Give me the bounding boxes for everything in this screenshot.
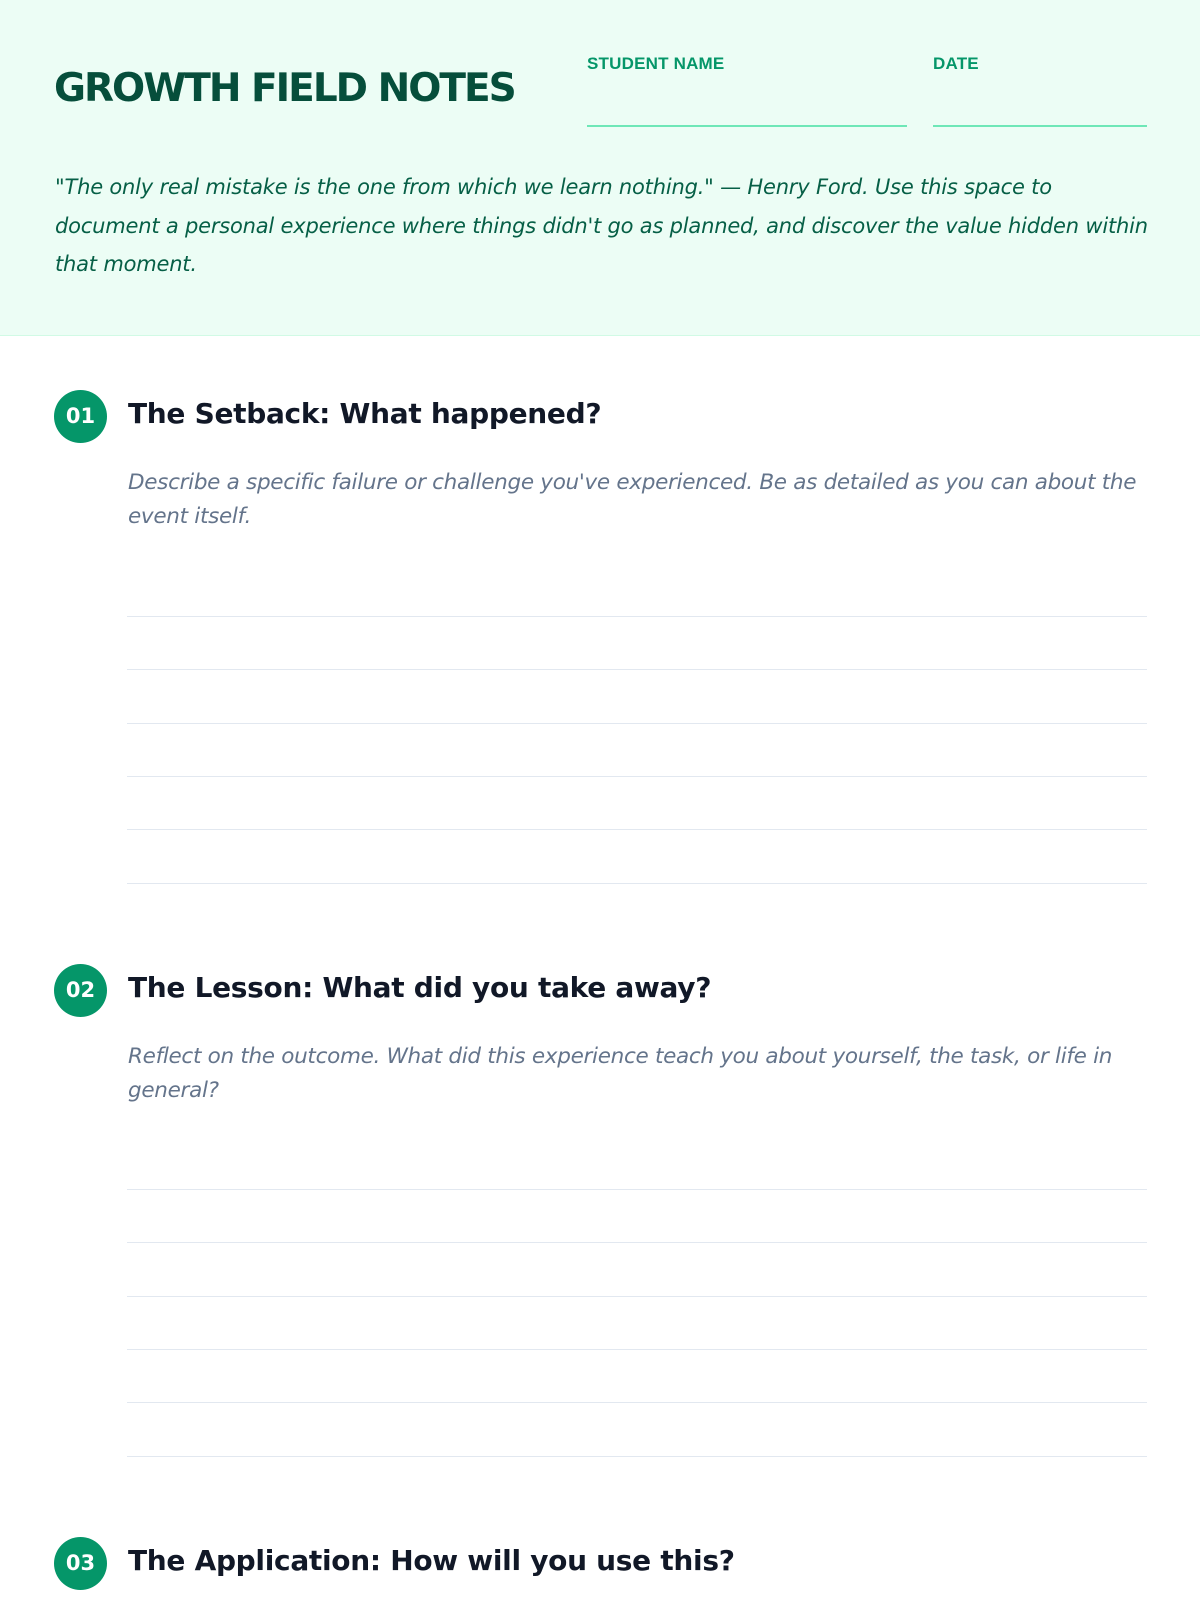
- answer-line[interactable]: [127, 776, 1147, 777]
- section-number-badge: 03: [54, 1537, 107, 1590]
- section-prompt: Reflect on the outcome. What did this experience teach you about yourself, the task, or life in general?: [128, 1044, 1113, 1103]
- section-number-badge: 01: [54, 390, 107, 443]
- worksheet-header: [0, 0, 1200, 336]
- section-title: The Setback: What happened?: [128, 397, 602, 430]
- answer-line[interactable]: [127, 1189, 1147, 1190]
- answer-line[interactable]: [127, 1402, 1147, 1403]
- answer-line[interactable]: [127, 1349, 1147, 1350]
- answer-line[interactable]: [127, 1296, 1147, 1297]
- section-title: The Application: How will you use this?: [128, 1544, 735, 1577]
- date-label: DATE: [933, 54, 979, 73]
- worksheet-title: GROWTH FIELD NOTES: [54, 66, 515, 111]
- answer-line[interactable]: [127, 1242, 1147, 1243]
- answer-line[interactable]: [127, 669, 1147, 670]
- answer-line[interactable]: [127, 883, 1147, 884]
- section-prompt: Describe a specific failure or challenge you've experienced. Be as detailed as you can about the event itself.: [128, 470, 1137, 529]
- date-field[interactable]: [933, 54, 1147, 74]
- answer-line[interactable]: [127, 829, 1147, 830]
- answer-line[interactable]: [127, 1456, 1147, 1457]
- student-name-label: STUDENT NAME: [587, 54, 725, 73]
- student-name-field[interactable]: [587, 54, 907, 74]
- student-name-underline[interactable]: [587, 125, 907, 127]
- section-title: The Lesson: What did you take away?: [128, 971, 712, 1004]
- intro-quote: "The only real mistake is the one from which we learn nothing." — Henry Ford. Use this space to document a personal experience where things didn't go as planned, and discover the value hidden within that moment.: [55, 175, 1148, 276]
- section-number-badge: 02: [54, 964, 107, 1017]
- answer-line[interactable]: [127, 723, 1147, 724]
- answer-line[interactable]: [127, 616, 1147, 617]
- date-underline[interactable]: [933, 125, 1147, 127]
